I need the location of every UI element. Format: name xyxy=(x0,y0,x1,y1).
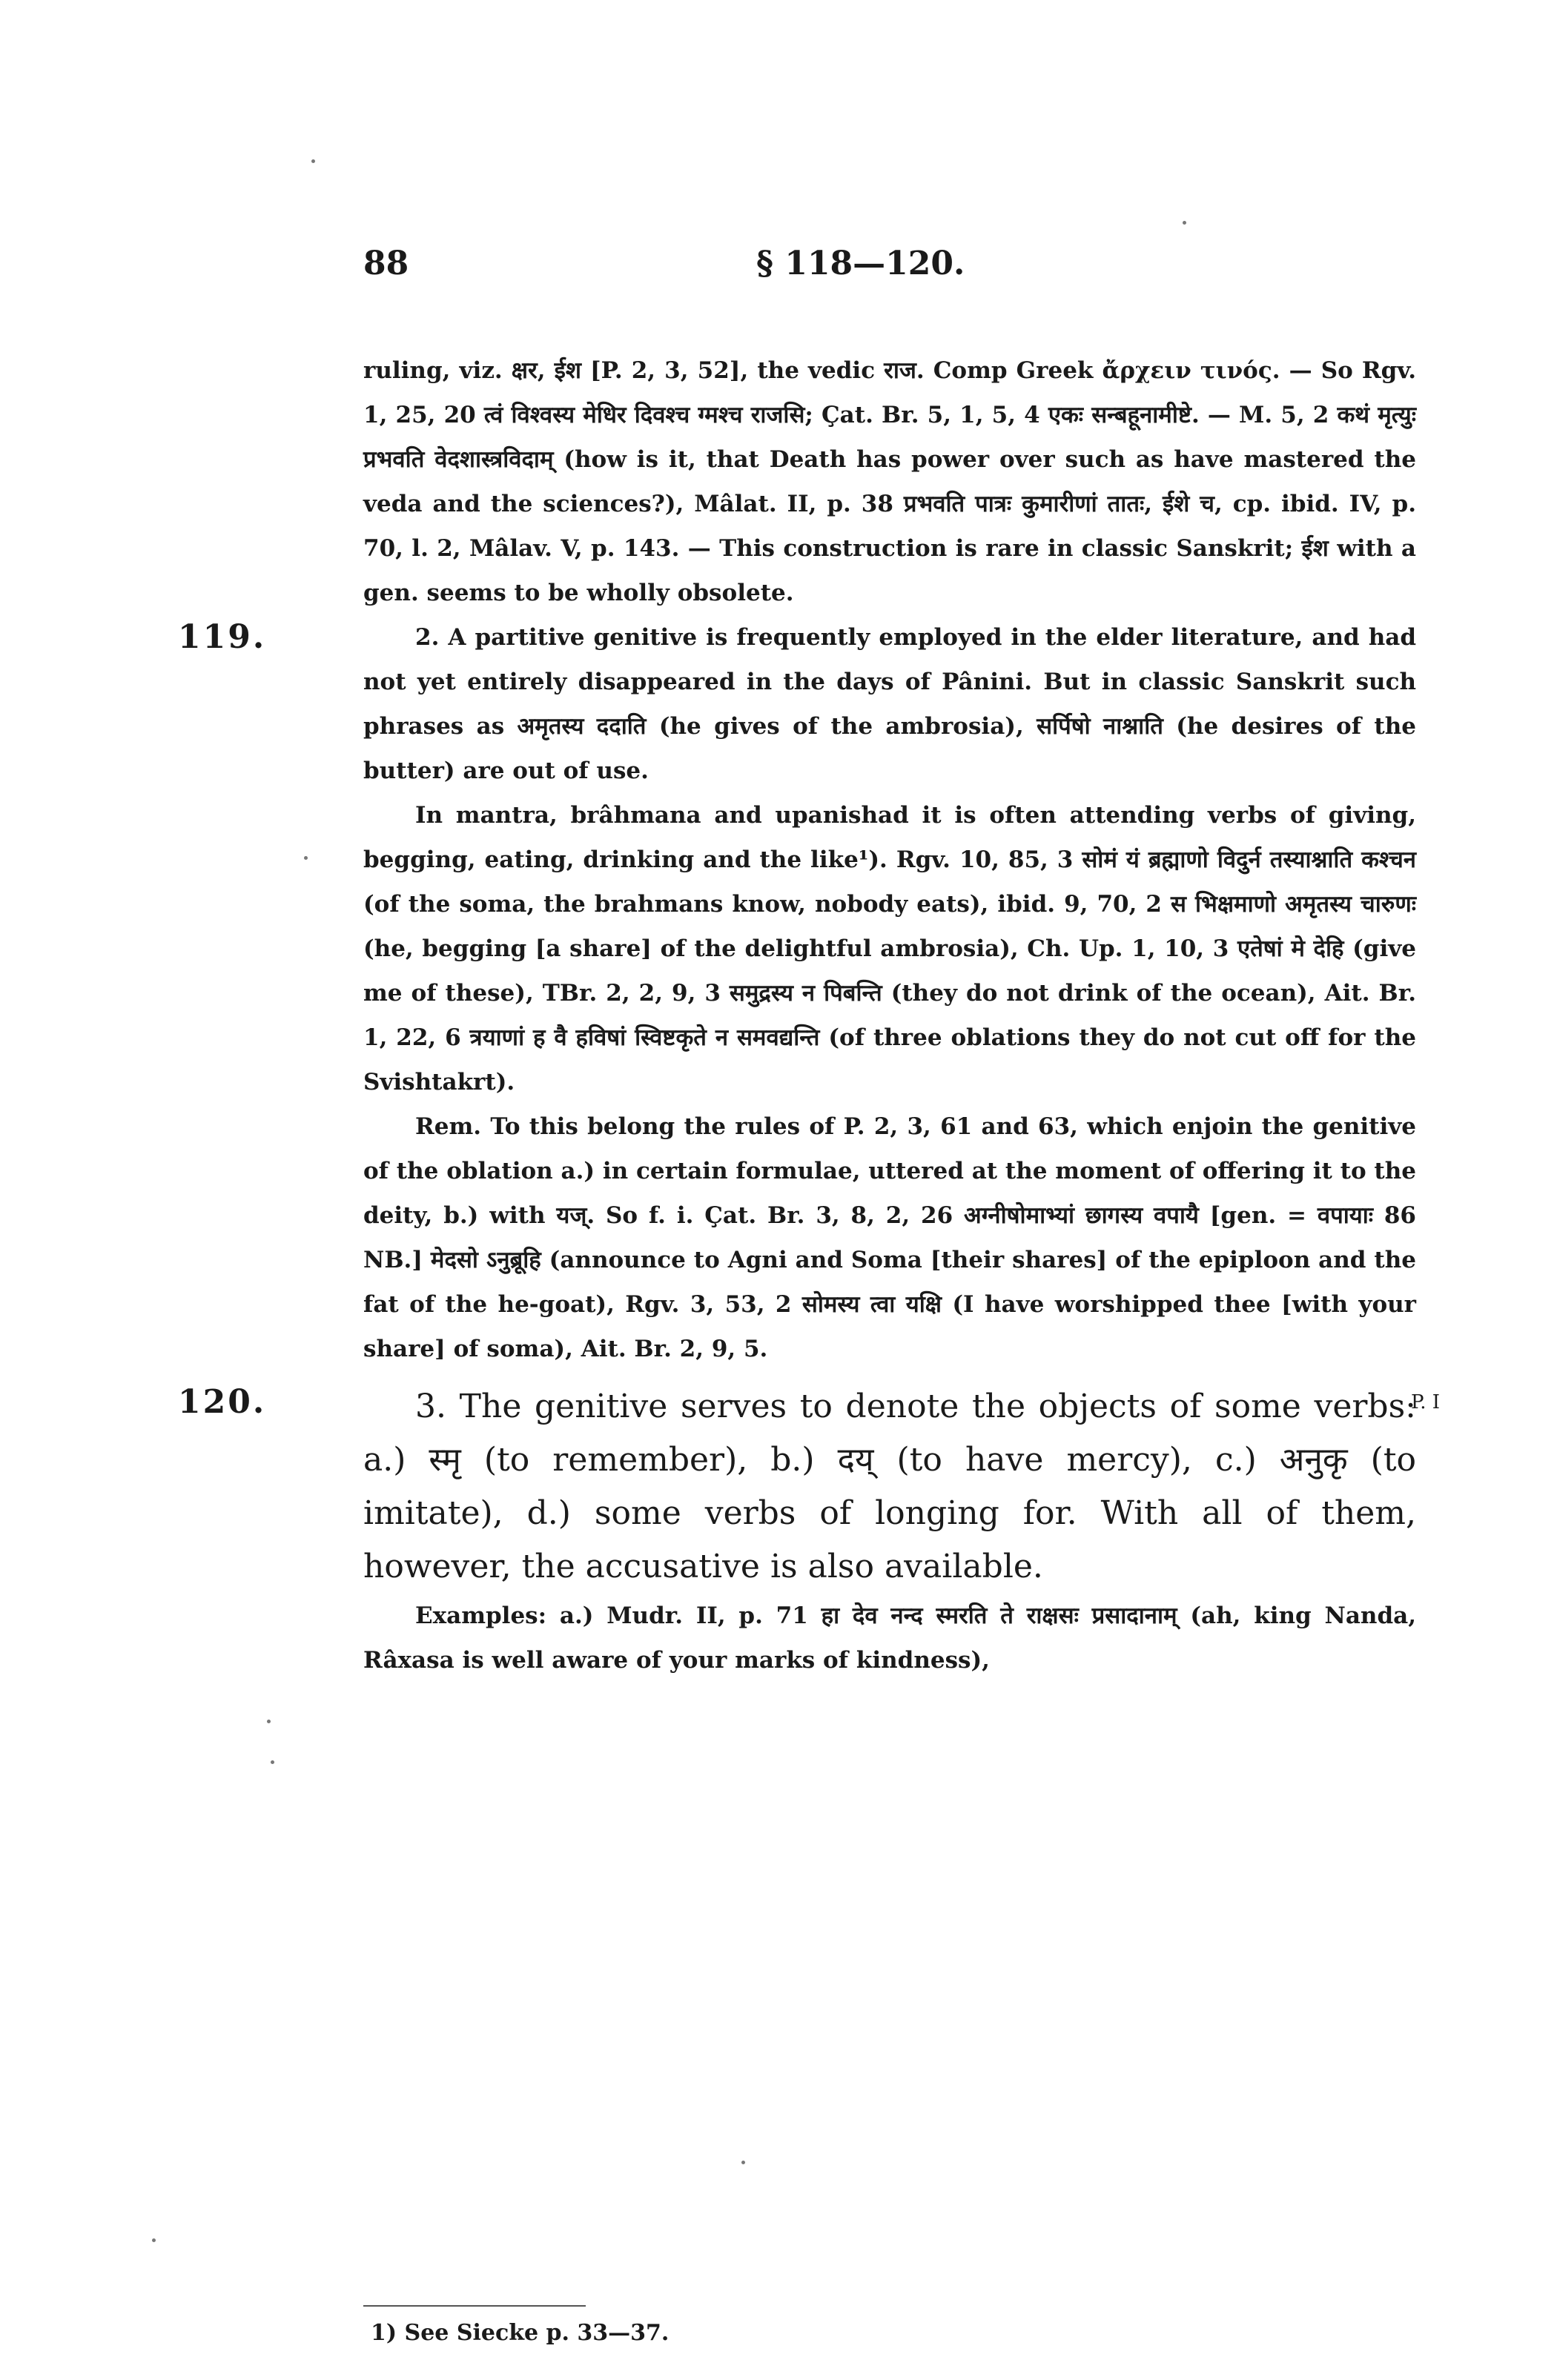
scan-speck xyxy=(1183,221,1186,225)
section-118-continuation: ruling, viz. क्षर, ईश [P. 2, 3, 52], the vedic राज. Comp Greek ἄρχειν τινός. — So Rgv. 1, 25, 20 त्वं विश्वस्य मेधिर दिवश्च ग्मश्च राजसि; Çat. Br. 5, 1, 5, 4 एकः सन्बहूनामीष्टे. — M. 5, 2 कथं मृत्युः प्रभवति वेदशास्त्रविदाम् (how is it, that Death has power over such as have mastered the veda and the sciences?), Mâlat. II, p. 38 प्रभवति पात्रः कुमारीणां तातः, ईशे च, cp. ibid. IV, p. 70, l. 2, Mâlav. V, p. 143. — This construction is rare in classic Sanskrit; ईश with a gen. seems to be wholly obsolete. xyxy=(363,357,1416,606)
section-119-paragraph-1: 2. A partitive genitive is frequently employed in the elder literature, and had not yet entirely disappeared in the days of Pânini. But in classic Sanskrit such phrases as अमृतस्य ददाति (he gives of the ambrosia), सर्पिषो नाश्नाति (he desires of the butter) are out of use. xyxy=(363,624,1416,784)
section-119-paragraph-2: In mantra, brâhmana and upanishad it is often attending verbs of giving, begging, eating, drinking and the like¹). Rgv. 10, 85, 3 सोमं यं ब्रह्माणो विदुर्न तस्याश्नाति कश्चन (of the soma, the brahmans know, nobody eats), ibid. 9, 70, 2 स भिक्षमाणो अमृतस्य चारुणः (he, begging [a share] of the delightful ambrosia), Ch. Up. 1, 10, 3 एतेषां मे देहि (give me of these), TBr. 2, 2, 9, 3 समुद्रस्य न पिबन्ति (they do not drink of the ocean), Ait. Br. 1, 22, 6 त्रयाणां ह वै हविषां स्विष्टकृते न समवद्यन्ति (of three oblations they do not cut off for the Svishtakrt). xyxy=(363,802,1416,1095)
section-120-examples: Examples: a.) Mudr. II, p. 71 हा देव नन्द स्मरति ते राक्षसः प्रसादानाम् (ah, king Nanda, Râxasa is well aware of your marks of kindness), xyxy=(363,1602,1416,1674)
footnote-marker: 1) xyxy=(371,2320,397,2346)
section-119-remark: Rem. To this belong the rules of P. 2, 3, 61 and 63, which enjoin the genitive of the oblation a.) in certain formulae, uttered at the moment of offering it to the deity, b.) with यज्. So f. i. Çat. Br. 3, 8, 2, 26 अग्नीषोमाभ्यां छागस्य वपायै [gen. = वपायाः 86 NB.] मेदसो ऽनुब्रूहि (announce to Agni and Soma [their shares] of the epiploon and the fat of the he-goat), Rgv. 3, 53, 2 सोमस्य त्वा यक्षि (I have worshipped thee [with your share] of soma), Ait. Br. 2, 9, 5. xyxy=(363,1113,1416,1362)
section-number-120: 120. xyxy=(178,1383,267,1421)
scan-speck xyxy=(152,2238,156,2242)
scan-speck xyxy=(741,2161,745,2164)
body-text xyxy=(178,348,1440,1683)
section-number-119: 119. xyxy=(178,618,267,656)
footnote-divider xyxy=(363,2305,586,2307)
section-120 xyxy=(178,1380,1440,1683)
footnote-text: See Siecke p. 33—37. xyxy=(404,2320,670,2346)
scan-speck xyxy=(271,1760,274,1764)
section-120-text: 3. The genitive serves to denote the objects of some verbs: a.) स्मृ (to remember), b.) दय् (to have mercy), c.) अनुकृ (to imitate), d.) some verbs of longing for. With all of them, however, the accusative is also available. xyxy=(363,1388,1416,1585)
page-header xyxy=(363,245,1416,296)
page-number: 88 xyxy=(363,245,409,282)
margin-note: P. I xyxy=(1410,1391,1440,1413)
scan-speck xyxy=(304,856,308,860)
footnote xyxy=(371,2320,669,2346)
section-119 xyxy=(178,615,1416,1371)
scan-speck xyxy=(267,1720,271,1723)
scan-speck xyxy=(311,159,315,163)
section-range: § 118—120. xyxy=(756,245,965,282)
